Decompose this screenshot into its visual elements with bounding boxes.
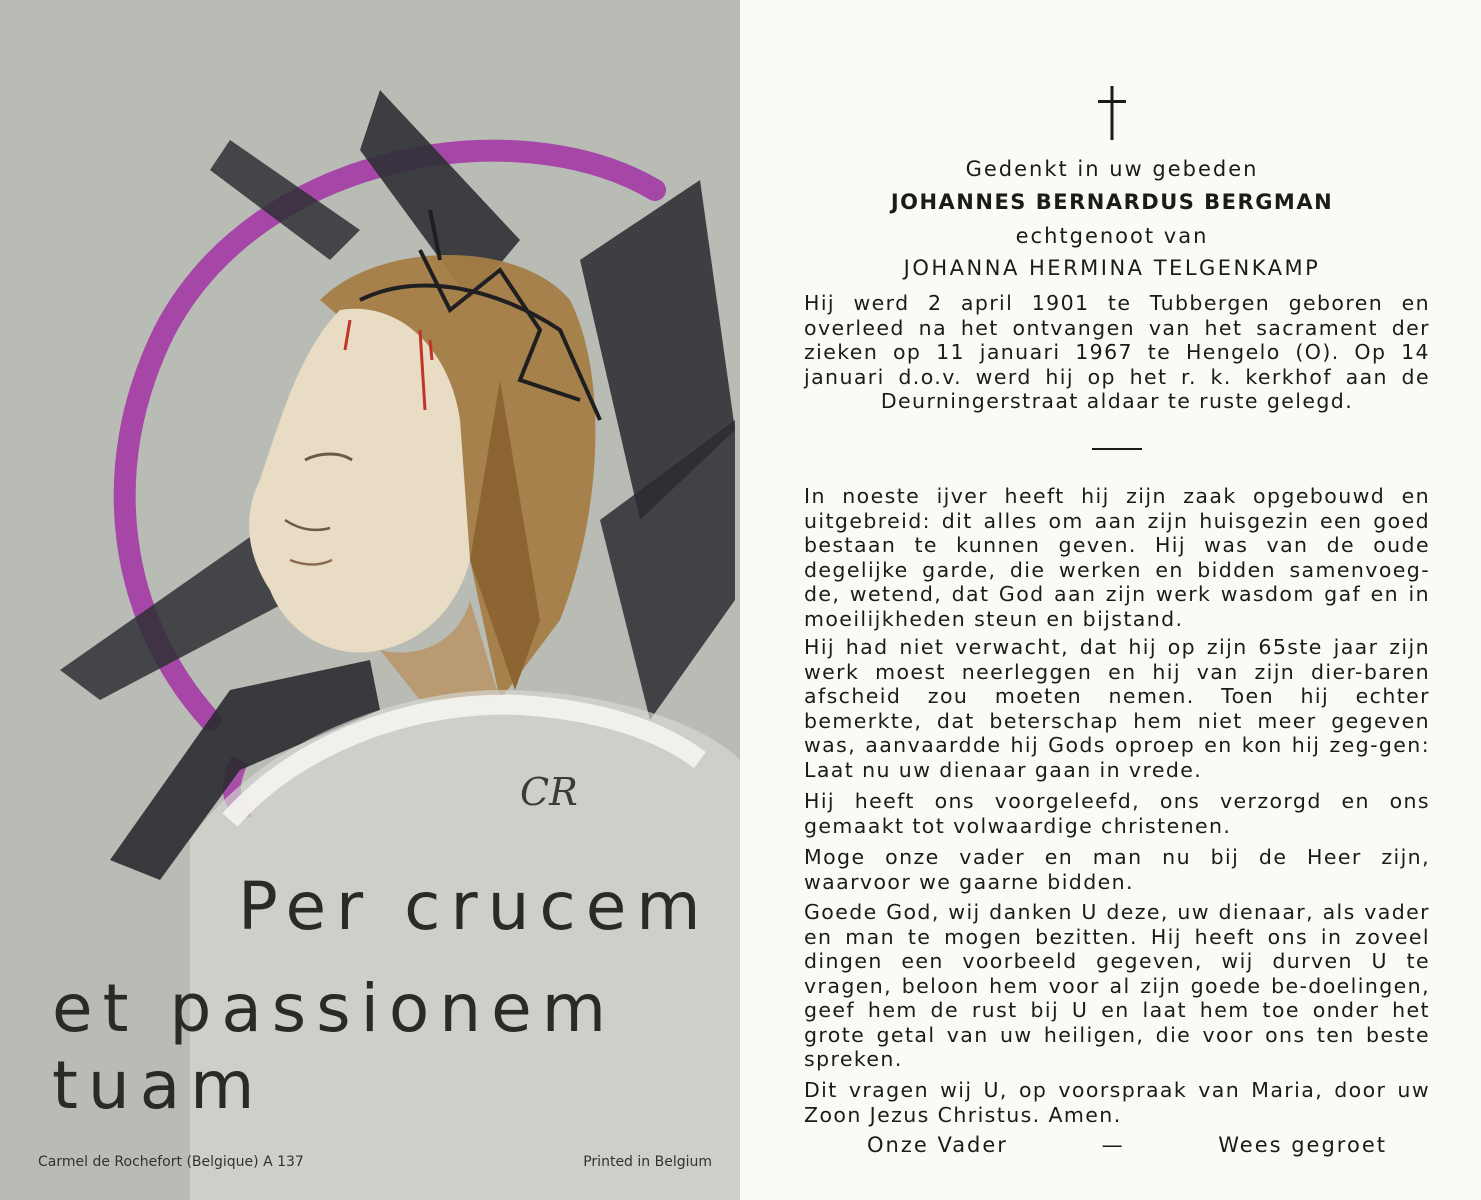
tribute-paragraph: Moge onze vader en man nu bij de Heer zijn, waarvoor we gaarne bidden. [804, 845, 1430, 894]
remember-line: Gedenkt in uw gebeden [965, 157, 1259, 181]
section-divider [1092, 448, 1142, 450]
spouse-of-label: echtgenoot van [1015, 224, 1209, 248]
spouse-name: JOHANNA HERMINA TELGENKAMP [903, 256, 1321, 280]
printer-credit: Carmel de Rochefort (Belgique) A 137 [38, 1154, 304, 1170]
printed-in-label: Printed in Belgium [583, 1154, 712, 1170]
tribute-paragraph: In noeste ijver heeft hij zijn zaak opgebouwd en uitgebreid: dit alles om aan zijn huisgezin een goed bestaan te kunnen geven. Hij was van de oude degelijke garde, die werken en bidden samenvoeg-de, wetend, dat God aan zijn werk wasdom gaf en in moeilijkheden steun en bijstand. [804, 484, 1430, 631]
motto-line-1: Per crucem [238, 868, 711, 945]
devotional-image-panel [0, 0, 740, 1200]
prayer-paragraph: Dit vragen wij U, op voorspraak van Maria, door uw Zoon Jezus Christus. Amen. [804, 1078, 1430, 1127]
prayer-paragraph: Goede God, wij danken U deze, uw dienaar, als vader en man te mogen bezitten. Hij heeft ons in zoveel dingen een voorbeeld gegeven, wij durven U te vragen, beloon hem voor al zijn goede be-doelingen, geef hem de rust bij U en laat hem toe onder het grote getal van uw heiligen, die voor ons ten beste spreken. [804, 900, 1430, 1071]
memorial-text-panel [762, 0, 1462, 1200]
tribute-paragraph: Hij had niet verwacht, dat hij op zijn 65ste jaar zijn werk moest neerleggen en hij van zijn dier-baren afscheid zou moeten nemen. Toen hij echter bemerkte, dat beterschap hem niet meer gegeven was, aanvaardde hij Gods oproep en kon hij zeg-gen: Laat nu uw dienaar gaan in vrede. [804, 635, 1430, 782]
closing-prayers [867, 1133, 1387, 1157]
latin-cross-icon [1092, 84, 1132, 142]
motto-line-2: et passionem tuam [52, 970, 617, 1124]
tribute-paragraph: Hij heeft ons voorgeleefd, ons verzorgd en ons gemaakt tot volwaardige christenen. [804, 789, 1430, 838]
prayer-separator: — [1101, 1133, 1125, 1157]
deceased-name: JOHANNES BERNARDUS BERGMAN [890, 190, 1334, 214]
artist-monogram: CR [520, 770, 578, 814]
prayer-our-father: Onze Vader [867, 1133, 1008, 1157]
biography-paragraph: Hij werd 2 april 1901 te Tubbergen geboren en overleed na het ontvangen van het sacrament der zieken op 11 januari 1967 te Hengelo (O). Op 14 januari d.o.v. werd hij op het r. k. kerkhof aan de Deurningerstraat aldaar te ruste gelegd. [804, 291, 1430, 413]
prayer-hail-mary: Wees gegroet [1218, 1133, 1387, 1157]
